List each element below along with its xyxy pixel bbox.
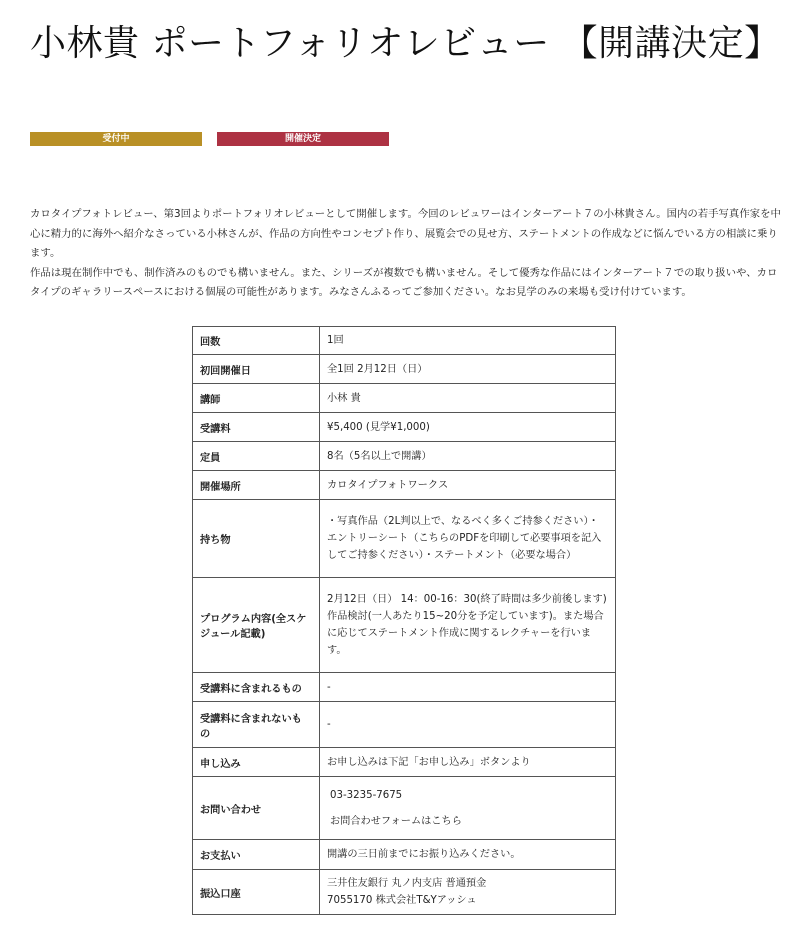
row-label-capacity: 定員	[193, 442, 320, 471]
value-line: 7055170 株式会社T&Yアッシュ	[327, 895, 477, 906]
status-badge-decided: 開催決定	[217, 132, 389, 146]
contact-phone: 03-3235-7675	[330, 789, 403, 801]
value-line: -	[327, 681, 331, 693]
row-value-capacity	[320, 442, 616, 471]
row-label-program: プログラム内容(全スケジュール記載)	[193, 578, 320, 673]
table-row	[193, 442, 616, 471]
value-line: ・写真作品（2L判以上で、なるべく多くご持参ください）・エントリーシート（こちらのPDFを印刷して必要事項を記入してご持参ください）・ステートメント（必要な場合）	[327, 516, 602, 561]
row-value-fee-excludes	[320, 702, 616, 748]
row-label-instructor: 講師	[193, 384, 320, 413]
intro-paragraph: カロタイプフォトレビュー、第3回よりポートフォリオレビューとして開催します。今回のレビュワーはインターアート７の小林貴さん。国内の若手写真作家を中心に精力的に海外へ紹介なさっている小林さんが、作品の方向性やコンセプト作り、展覧会での見せ方、ステートメントの作成などに悩んでいる方の相談に乗ります。	[30, 208, 781, 260]
row-label-payment: お支払い	[193, 840, 320, 870]
table-row	[193, 673, 616, 702]
row-value-venue	[320, 471, 616, 500]
table-row	[193, 471, 616, 500]
table-row	[193, 777, 616, 840]
row-label-count: 回数	[193, 327, 320, 355]
value-line: 1回	[327, 335, 344, 346]
row-label-application: 申し込み	[193, 748, 320, 777]
table-row	[193, 748, 616, 777]
row-value-fee-includes	[320, 673, 616, 702]
row-value-application	[320, 748, 616, 777]
row-label-venue: 開催場所	[193, 471, 320, 500]
table-row	[193, 578, 616, 673]
row-value-fee	[320, 413, 616, 442]
row-label-bank-account: 振込口座	[193, 870, 320, 915]
row-label-fee-includes: 受講料に含まれるもの	[193, 673, 320, 702]
table-row	[193, 702, 616, 748]
value-line: -	[327, 719, 331, 730]
status-badge-accepting: 受付中	[30, 132, 202, 146]
row-value-payment	[320, 840, 616, 870]
row-value-bank-account	[320, 870, 616, 915]
table-row	[193, 500, 616, 578]
value-line: 開講の三日前までにお振り込みください。	[327, 849, 521, 860]
course-info-table	[192, 326, 616, 915]
table-row	[193, 384, 616, 413]
table-row	[193, 327, 616, 355]
row-label-contact: お問い合わせ	[193, 777, 320, 840]
row-value-program	[320, 578, 616, 673]
row-value-first-date	[320, 355, 616, 384]
value-line: 2月12日（日） 14：00-16：30(終了時間は多少前後します)	[327, 594, 607, 605]
intro-paragraph: 作品は現在制作中でも、制作済みのものでも構いません。また、シリーズが複数でも構いません。そして優秀な作品にはインターアート７での取り扱いや、カロタイプのギャラリースペースにおける個展の可能性があります。みなさんふるってご参加ください。なお見学のみの来場も受け付けています。	[30, 266, 778, 299]
row-label-belongings: 持ち物	[193, 500, 320, 578]
value-line: 全1回 2月12日（日）	[327, 363, 428, 375]
value-line: 8名（5名以上で開講）	[327, 450, 432, 462]
table-row	[193, 355, 616, 384]
table-row	[193, 840, 616, 870]
table-row	[193, 413, 616, 442]
value-line: 三井住友銀行 丸ノ内支店 普通預金	[327, 878, 487, 889]
value-line: 小林 貴	[327, 392, 361, 404]
value-line: 作品検討(一人あたり15~20分を予定しています)。また場合に応じてステートメント作成に関するレクチャーを行います。	[327, 611, 604, 656]
value-line: カロタイプフォトワークス	[327, 479, 449, 491]
row-value-instructor	[320, 384, 616, 413]
row-value-belongings	[320, 500, 616, 578]
table-row	[193, 870, 616, 915]
intro-text	[30, 205, 782, 303]
row-label-fee: 受講料	[193, 413, 320, 442]
page-title: 小林貴 ポートフォリオレビュー 【開講決定】	[30, 23, 781, 64]
row-value-count	[320, 327, 616, 355]
value-line: お申し込みは下記「お申し込み」ボタンより	[327, 756, 531, 768]
value-line: ¥5,400 (見学¥1,000)	[327, 421, 430, 433]
contact-form-link[interactable]: お問合わせフォームはこちら	[330, 815, 462, 827]
row-label-fee-excludes: 受講料に含まれないもの	[193, 702, 320, 748]
row-label-first-date: 初回開催日	[193, 355, 320, 384]
row-value-contact	[320, 777, 616, 840]
